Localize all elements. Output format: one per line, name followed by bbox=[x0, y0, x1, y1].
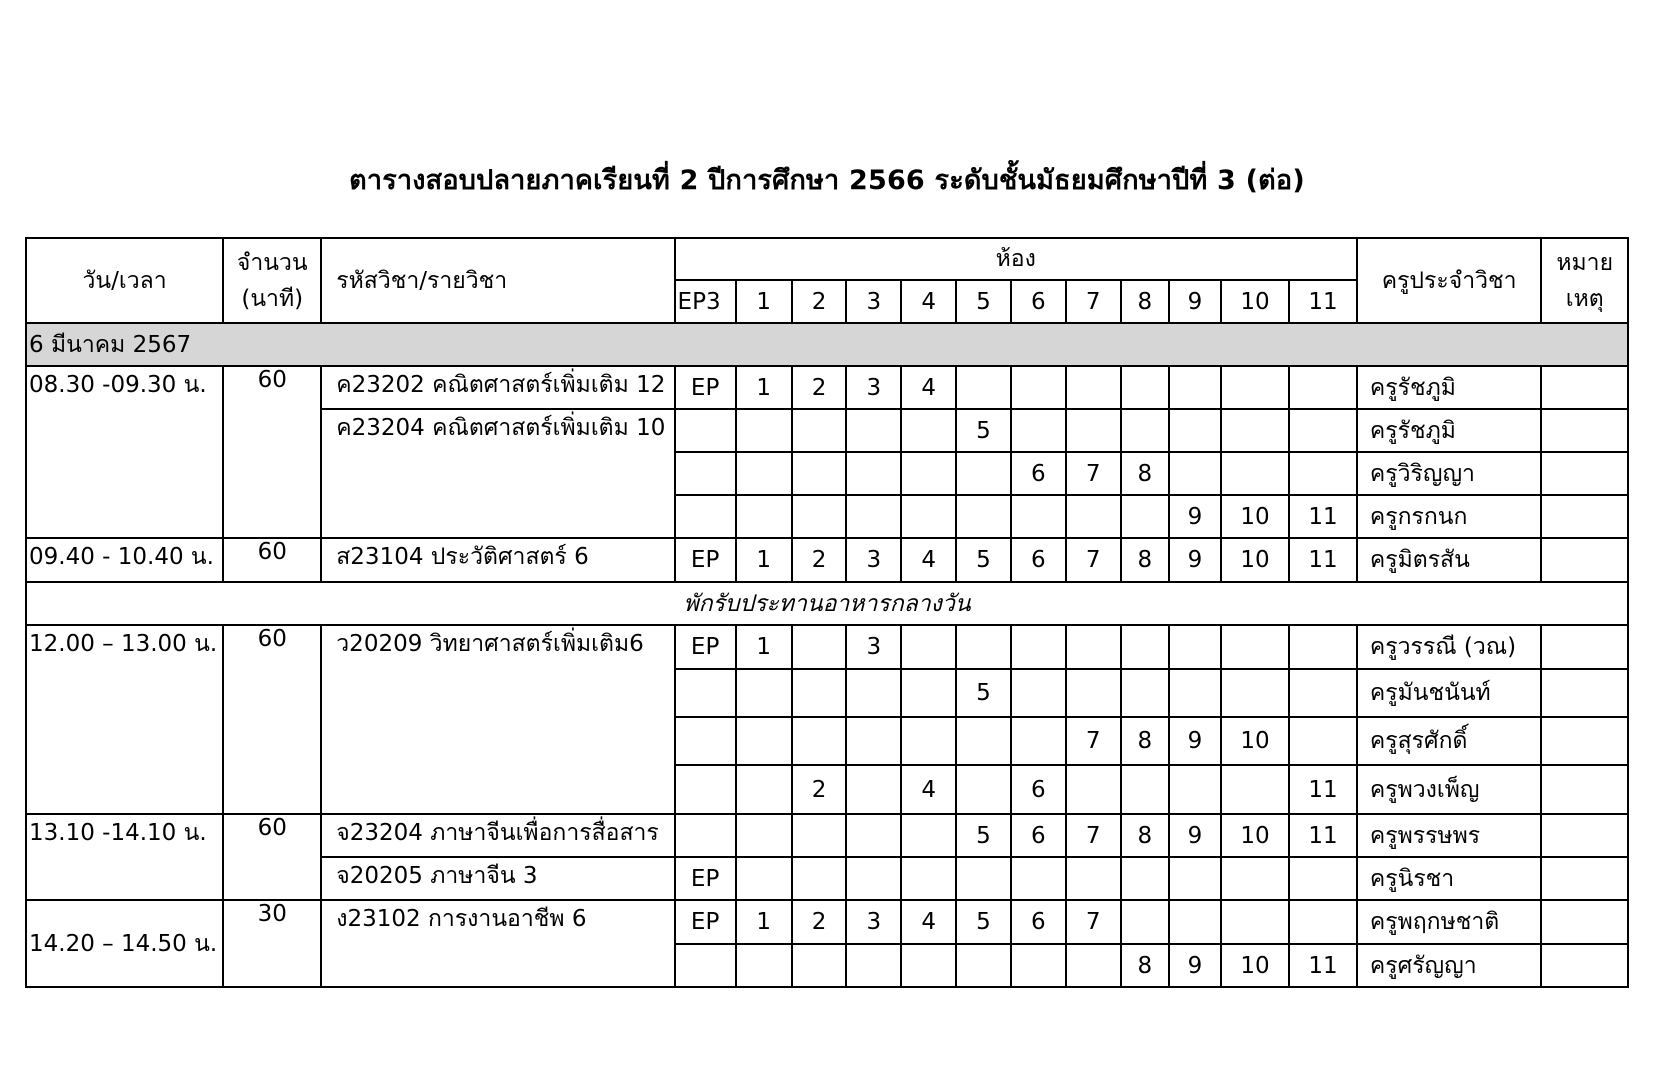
cell-room: 10 bbox=[1221, 538, 1290, 582]
table-row bbox=[26, 814, 1628, 857]
lunch-break-row bbox=[26, 582, 1628, 625]
table-row bbox=[26, 625, 1628, 669]
cell-room bbox=[792, 814, 847, 857]
cell-room bbox=[1011, 669, 1066, 717]
cell-room bbox=[736, 717, 792, 765]
header-subject: รหัสวิชา/รายวิชา bbox=[321, 238, 674, 323]
cell-room bbox=[736, 944, 792, 987]
cell-room: 1 bbox=[736, 900, 792, 944]
cell-room: 9 bbox=[1169, 717, 1221, 765]
cell-room: 8 bbox=[1121, 814, 1170, 857]
header-room-number: 10 bbox=[1221, 280, 1290, 323]
cell-room bbox=[846, 717, 901, 765]
cell-time: 08.30 -09.30 น. bbox=[26, 366, 223, 538]
cell-teacher: ครูวิริญญา bbox=[1357, 452, 1542, 495]
cell-room: 4 bbox=[901, 765, 956, 814]
cell-room: 10 bbox=[1221, 717, 1290, 765]
cell-room bbox=[1066, 944, 1121, 987]
cell-room bbox=[675, 944, 736, 987]
cell-teacher: ครูรัชภูมิ bbox=[1357, 409, 1542, 452]
cell-duration: 60 bbox=[223, 366, 321, 538]
cell-remark bbox=[1541, 857, 1628, 900]
lunch-break-label: พักรับประทานอาหารกลางวัน bbox=[26, 582, 1628, 625]
cell-room: 1 bbox=[736, 366, 792, 409]
cell-room bbox=[846, 857, 901, 900]
cell-room: EP bbox=[675, 857, 736, 900]
cell-subject: ค23204 คณิตศาสตร์เพิ่มเติม 10 bbox=[321, 409, 674, 538]
cell-room: 1 bbox=[736, 538, 792, 582]
header-datetime: วัน/เวลา bbox=[26, 238, 223, 323]
cell-subject: ค23202 คณิตศาสตร์เพิ่มเติม 12 bbox=[321, 366, 674, 409]
cell-remark bbox=[1541, 409, 1628, 452]
cell-room bbox=[901, 452, 956, 495]
cell-room bbox=[1289, 857, 1357, 900]
cell-subject: จ20205 ภาษาจีน 3 bbox=[321, 857, 674, 900]
cell-room bbox=[1066, 366, 1121, 409]
cell-room bbox=[846, 669, 901, 717]
header-remark bbox=[1541, 238, 1628, 323]
cell-room: 7 bbox=[1066, 538, 1121, 582]
header-duration-line1: จำนวน bbox=[236, 249, 308, 276]
cell-room: 8 bbox=[1121, 538, 1170, 582]
cell-duration: 60 bbox=[223, 538, 321, 582]
cell-room bbox=[736, 409, 792, 452]
cell-subject: จ23204 ภาษาจีนเพื่อการสื่อสาร bbox=[321, 814, 674, 857]
cell-remark bbox=[1541, 538, 1628, 582]
cell-room: 7 bbox=[1066, 900, 1121, 944]
cell-room bbox=[1289, 717, 1357, 765]
cell-room bbox=[1121, 409, 1170, 452]
cell-room: 2 bbox=[792, 366, 847, 409]
header-room-number: EP3 bbox=[675, 280, 736, 323]
cell-duration: 30 bbox=[223, 900, 321, 987]
cell-room bbox=[901, 717, 956, 765]
header-duration-line2: (นาที) bbox=[241, 285, 304, 312]
cell-room bbox=[956, 495, 1011, 538]
cell-room: 11 bbox=[1289, 814, 1357, 857]
cell-room: 2 bbox=[792, 765, 847, 814]
cell-room bbox=[1169, 409, 1221, 452]
cell-room bbox=[736, 452, 792, 495]
cell-teacher: ครูรัชภูมิ bbox=[1357, 366, 1542, 409]
cell-remark bbox=[1541, 765, 1628, 814]
cell-room: 10 bbox=[1221, 814, 1290, 857]
cell-remark bbox=[1541, 625, 1628, 669]
cell-room bbox=[901, 669, 956, 717]
header-room-number: 4 bbox=[901, 280, 956, 323]
cell-room: EP bbox=[675, 366, 736, 409]
header-teacher: ครูประจำวิชา bbox=[1357, 238, 1542, 323]
cell-room bbox=[792, 625, 847, 669]
cell-room: 8 bbox=[1121, 717, 1170, 765]
cell-room bbox=[1169, 765, 1221, 814]
cell-room: 8 bbox=[1121, 944, 1170, 987]
cell-subject: ว20209 วิทยาศาสตร์เพิ่มเติม6 bbox=[321, 625, 674, 814]
cell-remark bbox=[1541, 366, 1628, 409]
header-room-number: 5 bbox=[956, 280, 1011, 323]
cell-subject: ส23104 ประวัติศาสตร์ 6 bbox=[321, 538, 674, 582]
cell-room bbox=[901, 409, 956, 452]
cell-teacher: ครูพรรษพร bbox=[1357, 814, 1542, 857]
cell-room bbox=[901, 857, 956, 900]
cell-room bbox=[792, 717, 847, 765]
exam-schedule-table bbox=[25, 237, 1629, 988]
cell-room: 2 bbox=[792, 900, 847, 944]
header-remark-line1: หมาย bbox=[1556, 249, 1614, 276]
cell-room bbox=[736, 857, 792, 900]
cell-room bbox=[1169, 366, 1221, 409]
cell-room bbox=[675, 452, 736, 495]
cell-room bbox=[675, 409, 736, 452]
cell-room: EP bbox=[675, 625, 736, 669]
cell-room bbox=[1289, 366, 1357, 409]
cell-room: 3 bbox=[846, 625, 901, 669]
cell-room bbox=[1121, 900, 1170, 944]
cell-time: 14.20 – 14.50 น. bbox=[26, 900, 223, 987]
cell-room bbox=[792, 669, 847, 717]
cell-room bbox=[1169, 900, 1221, 944]
cell-room bbox=[675, 717, 736, 765]
cell-room: 5 bbox=[956, 814, 1011, 857]
cell-room: 5 bbox=[956, 669, 1011, 717]
cell-room bbox=[846, 495, 901, 538]
cell-room: 11 bbox=[1289, 765, 1357, 814]
cell-room bbox=[1011, 366, 1066, 409]
cell-room: 4 bbox=[901, 900, 956, 944]
cell-teacher: ครูศรัญญา bbox=[1357, 944, 1542, 987]
cell-room bbox=[956, 717, 1011, 765]
cell-room: 11 bbox=[1289, 495, 1357, 538]
header-room-number: 3 bbox=[846, 280, 901, 323]
cell-room: 9 bbox=[1169, 944, 1221, 987]
cell-room bbox=[1066, 495, 1121, 538]
cell-room bbox=[846, 765, 901, 814]
header-room-number: 9 bbox=[1169, 280, 1221, 323]
cell-room: 11 bbox=[1289, 538, 1357, 582]
cell-room bbox=[675, 495, 736, 538]
cell-room: 7 bbox=[1066, 717, 1121, 765]
cell-room bbox=[792, 452, 847, 495]
cell-room bbox=[1169, 857, 1221, 900]
cell-room bbox=[1289, 625, 1357, 669]
cell-room bbox=[1221, 900, 1290, 944]
cell-room bbox=[956, 366, 1011, 409]
cell-room bbox=[1011, 625, 1066, 669]
cell-room bbox=[1221, 452, 1290, 495]
cell-room bbox=[792, 495, 847, 538]
cell-room bbox=[1066, 669, 1121, 717]
cell-room: 11 bbox=[1289, 944, 1357, 987]
cell-room: 10 bbox=[1221, 944, 1290, 987]
cell-room bbox=[1066, 409, 1121, 452]
header-duration bbox=[223, 238, 321, 323]
cell-room: 6 bbox=[1011, 900, 1066, 944]
cell-room bbox=[736, 495, 792, 538]
cell-room bbox=[736, 765, 792, 814]
cell-room bbox=[1221, 366, 1290, 409]
cell-room bbox=[736, 669, 792, 717]
cell-teacher: ครูวรรณี (วณ) bbox=[1357, 625, 1542, 669]
table-row bbox=[26, 900, 1628, 944]
cell-room: 4 bbox=[901, 538, 956, 582]
cell-duration: 60 bbox=[223, 625, 321, 814]
cell-teacher: ครูกรกนก bbox=[1357, 495, 1542, 538]
header-room-number: 11 bbox=[1289, 280, 1357, 323]
cell-room bbox=[901, 814, 956, 857]
cell-room bbox=[1121, 625, 1170, 669]
cell-room bbox=[901, 944, 956, 987]
cell-room bbox=[792, 857, 847, 900]
cell-room bbox=[1289, 900, 1357, 944]
cell-time: 13.10 -14.10 น. bbox=[26, 814, 223, 900]
cell-room bbox=[1221, 625, 1290, 669]
header-room-number: 8 bbox=[1121, 280, 1170, 323]
cell-room bbox=[736, 814, 792, 857]
table-row bbox=[26, 366, 1628, 409]
cell-room bbox=[956, 944, 1011, 987]
cell-remark bbox=[1541, 669, 1628, 717]
cell-room bbox=[901, 625, 956, 669]
cell-room: EP bbox=[675, 900, 736, 944]
cell-room bbox=[901, 495, 956, 538]
cell-room bbox=[1011, 409, 1066, 452]
cell-teacher: ครูสุรศักดิ์ bbox=[1357, 717, 1542, 765]
cell-room bbox=[1121, 669, 1170, 717]
cell-room: 6 bbox=[1011, 538, 1066, 582]
cell-time: 09.40 - 10.40 น. bbox=[26, 538, 223, 582]
cell-room bbox=[1169, 669, 1221, 717]
cell-room: 9 bbox=[1169, 495, 1221, 538]
cell-room bbox=[1011, 495, 1066, 538]
cell-room bbox=[1221, 409, 1290, 452]
cell-room bbox=[1121, 765, 1170, 814]
cell-teacher: ครูพฤกษชาติ bbox=[1357, 900, 1542, 944]
cell-room: 10 bbox=[1221, 495, 1290, 538]
cell-teacher: ครูพวงเพ็ญ bbox=[1357, 765, 1542, 814]
date-row-label: 6 มีนาคม 2567 bbox=[26, 323, 1628, 366]
cell-room bbox=[1169, 452, 1221, 495]
cell-room bbox=[675, 814, 736, 857]
header-room-number: 2 bbox=[792, 280, 847, 323]
cell-room bbox=[1289, 669, 1357, 717]
cell-room bbox=[1066, 857, 1121, 900]
cell-remark bbox=[1541, 944, 1628, 987]
cell-room: 6 bbox=[1011, 814, 1066, 857]
cell-room bbox=[792, 944, 847, 987]
cell-teacher: ครูมันชนันท์ bbox=[1357, 669, 1542, 717]
cell-room: 6 bbox=[1011, 452, 1066, 495]
header-rooms: ห้อง bbox=[675, 238, 1357, 280]
cell-remark bbox=[1541, 452, 1628, 495]
cell-room: 5 bbox=[956, 900, 1011, 944]
cell-room bbox=[1121, 495, 1170, 538]
cell-room bbox=[846, 409, 901, 452]
cell-remark bbox=[1541, 495, 1628, 538]
cell-room bbox=[1011, 717, 1066, 765]
cell-subject: ง23102 การงานอาชีพ 6 bbox=[321, 900, 674, 987]
cell-room: 7 bbox=[1066, 814, 1121, 857]
cell-room bbox=[846, 944, 901, 987]
cell-remark bbox=[1541, 900, 1628, 944]
cell-room bbox=[1011, 944, 1066, 987]
cell-room bbox=[675, 765, 736, 814]
cell-remark bbox=[1541, 814, 1628, 857]
cell-room bbox=[1121, 857, 1170, 900]
cell-room: 6 bbox=[1011, 765, 1066, 814]
cell-room bbox=[792, 409, 847, 452]
cell-room bbox=[1066, 765, 1121, 814]
page-title: ตารางสอบปลายภาคเรียนที่ 2 ปีการศึกษา 2566 ระดับชั้นมัธยมศึกษาปีที่ 3 (ต่อ) bbox=[349, 165, 1305, 196]
cell-room: 8 bbox=[1121, 452, 1170, 495]
cell-room: 3 bbox=[846, 366, 901, 409]
cell-teacher: ครูนิรชา bbox=[1357, 857, 1542, 900]
cell-room bbox=[956, 857, 1011, 900]
cell-room bbox=[1221, 765, 1290, 814]
cell-room: EP bbox=[675, 538, 736, 582]
cell-room bbox=[1289, 409, 1357, 452]
cell-room: 4 bbox=[901, 366, 956, 409]
cell-room bbox=[1221, 857, 1290, 900]
cell-teacher: ครูมิตรสัน bbox=[1357, 538, 1542, 582]
header-room-number: 1 bbox=[736, 280, 792, 323]
cell-room bbox=[846, 452, 901, 495]
header-room-number: 7 bbox=[1066, 280, 1121, 323]
cell-room bbox=[956, 765, 1011, 814]
cell-room bbox=[1289, 452, 1357, 495]
cell-room bbox=[1221, 669, 1290, 717]
cell-room: 5 bbox=[956, 538, 1011, 582]
cell-duration: 60 bbox=[223, 814, 321, 900]
cell-room bbox=[675, 669, 736, 717]
cell-room bbox=[1121, 366, 1170, 409]
cell-room bbox=[1066, 625, 1121, 669]
cell-room: 3 bbox=[846, 900, 901, 944]
cell-room: 5 bbox=[956, 409, 1011, 452]
cell-room bbox=[1011, 857, 1066, 900]
cell-room bbox=[956, 625, 1011, 669]
cell-room: 3 bbox=[846, 538, 901, 582]
header-remark-line2: เหตุ bbox=[1565, 285, 1604, 312]
cell-room: 7 bbox=[1066, 452, 1121, 495]
table-row bbox=[26, 538, 1628, 582]
cell-room bbox=[846, 814, 901, 857]
cell-room bbox=[1169, 625, 1221, 669]
cell-remark bbox=[1541, 717, 1628, 765]
header-room-number: 6 bbox=[1011, 280, 1066, 323]
cell-time: 12.00 – 13.00 น. bbox=[26, 625, 223, 814]
cell-room: 2 bbox=[792, 538, 847, 582]
cell-room: 9 bbox=[1169, 538, 1221, 582]
cell-room: 1 bbox=[736, 625, 792, 669]
cell-room bbox=[956, 452, 1011, 495]
cell-room: 9 bbox=[1169, 814, 1221, 857]
